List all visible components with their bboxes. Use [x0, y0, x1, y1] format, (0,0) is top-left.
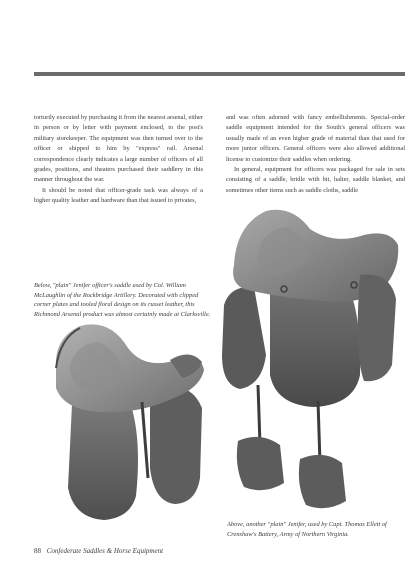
- saddle-photo-ellett: [214, 205, 410, 513]
- paragraph: It should be noted that officer-grade tack was always of a higher quality leather and hardware than that issued to privates,: [34, 186, 203, 205]
- book-title: Confederate Saddles & Horse Equipment: [46, 547, 164, 555]
- caption-above: Above, another "plain" Jenifer, used by Capt. Thomas Ellett of Crenshaw's Battery, Army of Northern Virginia.: [227, 521, 387, 538]
- text-column-left: [34, 113, 203, 207]
- text-column-right: [226, 113, 405, 196]
- caption-below: Below, "plain" Jenifer officer's saddle used by Col. William McLaughlin of the Rockbridge Artillery. Decorated with clipped corner plates and tooled floral design on its russet leather, this Richmond Arsenal product was almost certainly made at Clarksville.: [34, 282, 211, 318]
- paragraph: torturily executed by purchasing it from the nearest arsenal, either in person or by letter with payment enclosed, to the post's military storekeeper. The equipment was then turned over to the officer or shipped to him by "express" rail. Arsenal correspondence clearly indicates a large number of officers of all grades, positions, and theaters purchased their saddlery in this manner throughout the war.: [34, 114, 203, 184]
- page-number: 88: [34, 547, 41, 555]
- paragraph: In general, equipment for officers was packaged for sale in sets consisting of a saddle, bridle with bit, halter, saddle blanket, and sometimes other items such as saddle cloths, saddle: [226, 166, 405, 194]
- header-rule: [34, 72, 405, 76]
- page-footer: [34, 547, 163, 555]
- paragraph: and was often adorned with fancy embellishments. Special-order saddle equipment intended for the South's general officers was usually made of an even higher grade of material than that used for more junior officers. General officers were also allowed additional license to customize their saddles when ordering.: [226, 114, 405, 163]
- saddle-photo-mclaughlin: [50, 318, 216, 524]
